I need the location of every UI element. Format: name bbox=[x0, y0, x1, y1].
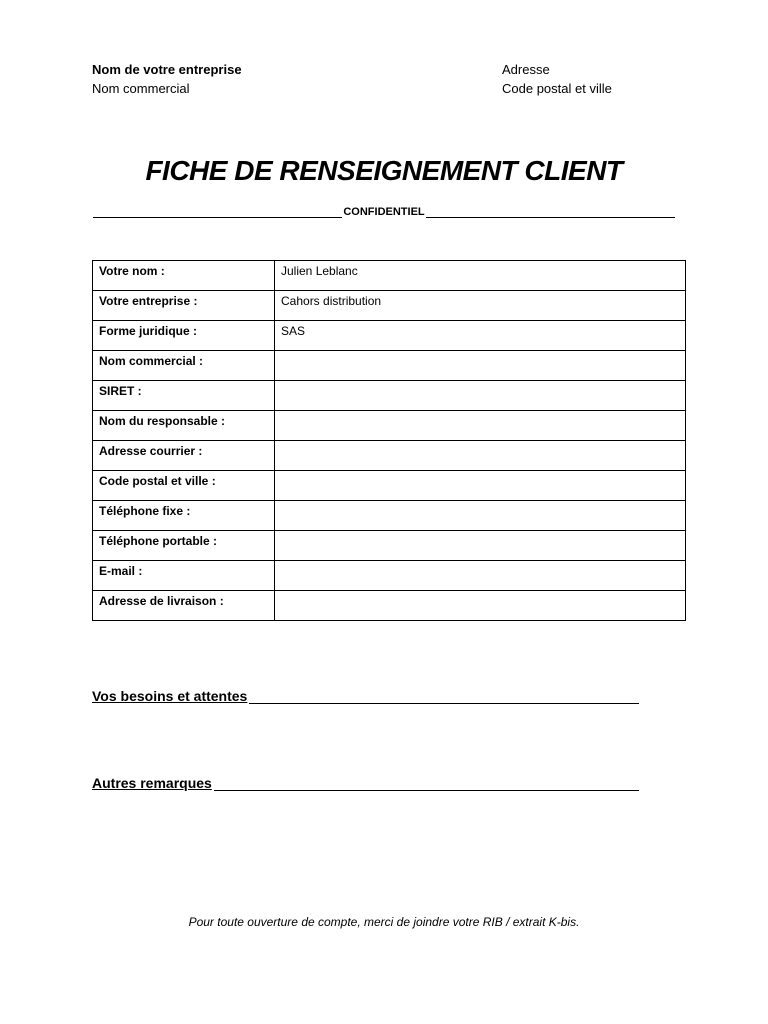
company-header bbox=[92, 60, 242, 98]
form-row-value[interactable]: SAS bbox=[275, 321, 686, 351]
address: Adresse bbox=[502, 62, 550, 77]
form-row bbox=[93, 561, 686, 591]
form-row-label: Votre nom : bbox=[93, 261, 275, 291]
form-row bbox=[93, 321, 686, 351]
form-row bbox=[93, 351, 686, 381]
form-row bbox=[93, 501, 686, 531]
needs-label: Vos besoins et attentes bbox=[92, 688, 248, 704]
form-row-label: SIRET : bbox=[93, 381, 275, 411]
form-row-value[interactable] bbox=[275, 591, 686, 621]
form-row bbox=[93, 531, 686, 561]
form-row-value[interactable] bbox=[275, 501, 686, 531]
page-title: FICHE DE RENSEIGNEMENT CLIENT bbox=[145, 155, 623, 186]
form-row bbox=[93, 381, 686, 411]
form-row-value[interactable] bbox=[275, 381, 686, 411]
confidential-line-right bbox=[426, 205, 675, 218]
form-row-value[interactable] bbox=[275, 531, 686, 561]
confidential-banner bbox=[93, 205, 675, 218]
form-row-label: Téléphone fixe : bbox=[93, 501, 275, 531]
postal-city: Code postal et ville bbox=[502, 81, 612, 96]
form-row-value[interactable] bbox=[275, 411, 686, 441]
form-row-label: Votre entreprise : bbox=[93, 291, 275, 321]
client-info-table bbox=[92, 260, 686, 621]
trade-name: Nom commercial bbox=[92, 81, 190, 96]
form-row-value[interactable]: Cahors distribution bbox=[275, 291, 686, 321]
form-row bbox=[93, 261, 686, 291]
form-row bbox=[93, 411, 686, 441]
form-row-label: E-mail : bbox=[93, 561, 275, 591]
form-row bbox=[93, 471, 686, 501]
remarks-section bbox=[92, 775, 639, 791]
form-row bbox=[93, 591, 686, 621]
form-row-label: Adresse courrier : bbox=[93, 441, 275, 471]
form-row-label: Nom du responsable : bbox=[93, 411, 275, 441]
needs-line[interactable] bbox=[249, 689, 639, 704]
form-row-label: Code postal et ville : bbox=[93, 471, 275, 501]
needs-section bbox=[92, 688, 639, 704]
form-row-label: Nom commercial : bbox=[93, 351, 275, 381]
form-row-value[interactable] bbox=[275, 471, 686, 501]
confidential-line-left bbox=[93, 205, 342, 218]
form-row-label: Téléphone portable : bbox=[93, 531, 275, 561]
company-name: Nom de votre entreprise bbox=[92, 62, 242, 77]
form-row-value[interactable] bbox=[275, 561, 686, 591]
confidential-label: CONFIDENTIEL bbox=[343, 206, 425, 218]
form-row-value[interactable] bbox=[275, 441, 686, 471]
address-header bbox=[502, 60, 612, 98]
form-row-value[interactable]: Julien Leblanc bbox=[275, 261, 686, 291]
form-row-value[interactable] bbox=[275, 351, 686, 381]
remarks-label: Autres remarques bbox=[92, 775, 212, 791]
form-row bbox=[93, 441, 686, 471]
form-row-label: Forme juridique : bbox=[93, 321, 275, 351]
footer-note: Pour toute ouverture de compte, merci de joindre votre RIB / extrait K-bis. bbox=[188, 915, 580, 929]
form-row-label: Adresse de livraison : bbox=[93, 591, 275, 621]
form-row bbox=[93, 291, 686, 321]
remarks-line[interactable] bbox=[214, 776, 639, 791]
